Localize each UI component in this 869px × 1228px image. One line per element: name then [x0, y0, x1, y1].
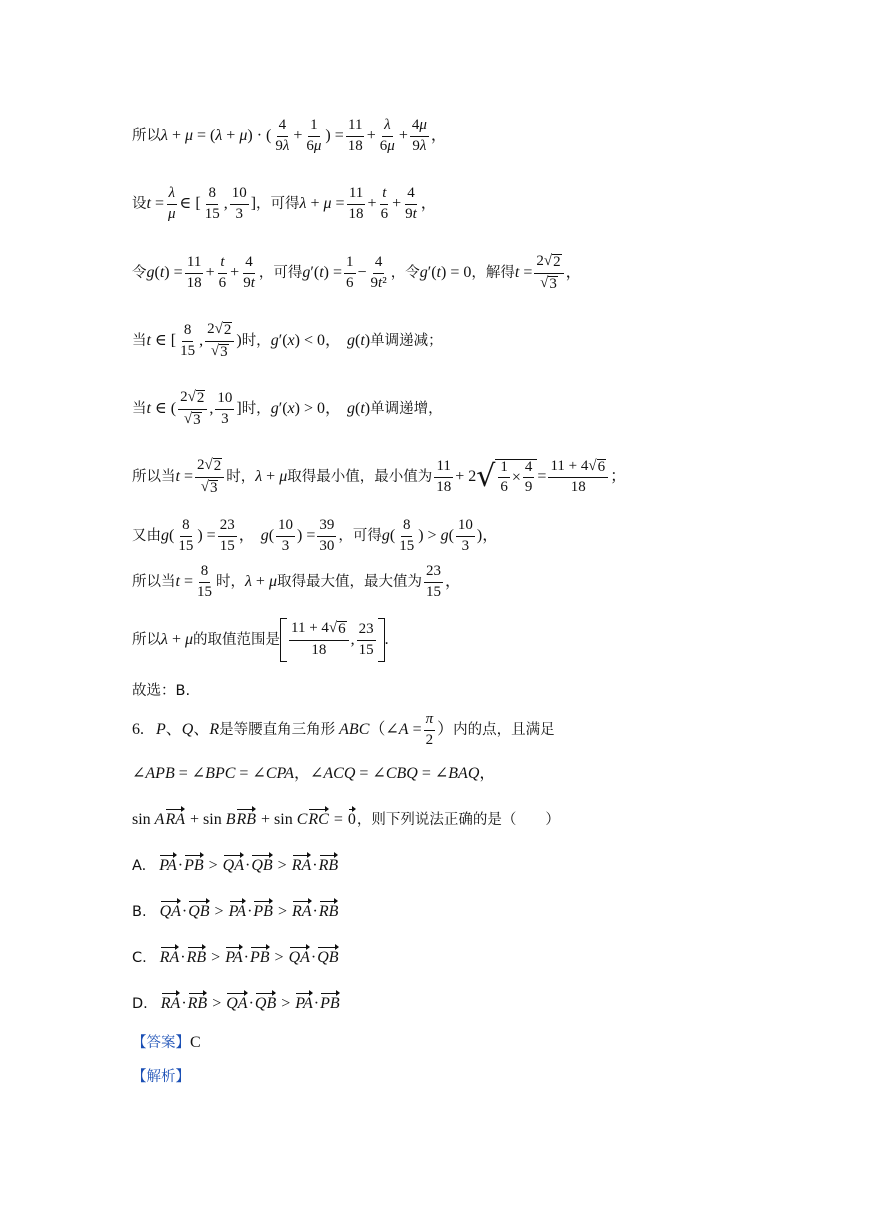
question-6-line-1: 6. P、Q、R 是等腰直角三角形 ABC （∠A = $\frac{\pi}{2}$ ） 内的点，且满足 [132, 711, 555, 748]
fraction: $\frac{4\mu}{9\lambda}$ [411, 117, 427, 154]
solution-line-9: 所以 λ + μ 的取值范围是 11 + 4 √ 6 18 , $\frac{23}{15}$ . [132, 618, 389, 662]
option-label: A. [132, 857, 147, 874]
solution-line-4: 当 t ∈ [ $\frac{8}{15}$ , 2 √ 2 √ 3 ) 时， g′(x) < 0， g(t) 单调递减； [132, 321, 443, 360]
fraction: $\frac{\lambda}{6\mu}$ [379, 117, 395, 154]
fraction: $\frac{10}{3}$ [457, 517, 473, 554]
fraction: 2 √ 2 √ 3 [195, 458, 224, 497]
text: 时， [215, 574, 245, 590]
analysis-line [132, 1070, 190, 1085]
text: 是等腰直角三角形 [219, 722, 336, 738]
fraction: $\frac{11}{18}$ [348, 185, 364, 222]
answer-value: C [190, 1034, 201, 1051]
answer-tag: 【答案】 [132, 1034, 190, 1051]
option-d[interactable]: D. RA·RB > QA·QB > PA·PB [132, 995, 340, 1012]
fraction: $\frac{11}{18}$ [186, 254, 202, 291]
text: ，可得 [256, 196, 300, 212]
fraction: $\frac{8}{15}$ [204, 185, 220, 222]
fraction: $\frac{23}{15}$ [425, 563, 441, 600]
question-6-line-2: ∠APB = ∠BPC = ∠CPA，∠ACQ = ∠CBQ = ∠BAQ， [132, 765, 496, 782]
fraction: $\frac{10}{3}$ [231, 185, 247, 222]
text: 单调递减； [370, 333, 443, 349]
fraction: 11 + 4 √ 6 18 [548, 459, 608, 497]
option-label: B. [132, 903, 147, 920]
fraction: 2 √ 2 √ 3 [205, 322, 234, 361]
fraction: $\frac{\pi}{2}$ [425, 711, 434, 748]
text: 时， [226, 469, 256, 485]
fraction: $\frac{8}{15}$ [178, 517, 194, 554]
fraction: $\frac{10}{3}$ [217, 390, 233, 427]
solution-line-1: 所以 λ + μ = (λ + μ) · ( $\frac{4}{9\lambda}$ + $\frac{1}{6\mu}$ ) = $\frac{11}{18}$ + $\frac{\lambda}{6\mu}$ + $\frac{4\mu}{9\lambda}$ ， [132, 117, 447, 154]
fraction: 2 √ 2 √ 3 [534, 254, 563, 293]
text: ，解得 [471, 265, 515, 281]
fraction: 2 √ 2 √ 3 [178, 390, 207, 429]
text: 时， [241, 401, 271, 417]
solution-line-2: 设 t = $\frac{\lambda}{\mu}$ ∈ [ $\frac{8}{15}$ , $\frac{10}{3}$ ] ，可得 λ + μ = $\frac{11}{18}$ + $\frac{t}{6}$ + $\frac{4}{9t}$ ， [132, 185, 437, 222]
text: 取得最小值，最小值为 [287, 469, 433, 485]
text: 又由 [132, 528, 161, 544]
text: 设 [132, 196, 147, 212]
fraction: $\frac{t}{6}$ [218, 254, 227, 291]
text: 当 [132, 401, 147, 417]
fraction: $\frac{4}{9t}$ [405, 185, 417, 222]
fraction: $\frac{4}{\text{9t²}}$ [370, 254, 387, 291]
fraction: $\frac{4}{9\lambda}$ [275, 117, 290, 154]
fraction: $\frac{1}{6\mu}$ [306, 117, 322, 154]
question-number: 6. [132, 721, 144, 739]
option-a[interactable]: A. PA·PB > QA·QB > RA·RB [132, 857, 339, 874]
fraction: $\frac{10}{3}$ [278, 517, 294, 554]
text: 单调递增， [370, 401, 443, 417]
text: 所以当 [132, 469, 176, 485]
text: 故选：B. [132, 683, 191, 699]
solution-line-7: 又由 g ( $\frac{8}{15}$ ) = $\frac{23}{15}$ ， g( $\frac{10}{3}$ ) = $\frac{39}{30}$ ，可得 g ( $\frac{8}{15}$ ) > g( $\frac{10}{3}$ )， [132, 517, 499, 554]
math: λ + μ = (λ + μ) · ( [161, 127, 272, 145]
option-b[interactable]: B. QA·QB > PA·PB > RA·RB [132, 903, 339, 920]
fraction: $\frac{4}{9t}$ [243, 254, 255, 291]
solution-line-5: 当 t ∈ ( 2 √ 2 √ 3 , $\frac{10}{3}$ ] 时， g′(x) > 0， g(t) 单调递增， [132, 389, 443, 428]
text: ，可得 [258, 265, 303, 281]
text: 取得最大值，最大值为 [276, 574, 422, 590]
solution-line-8: 所以当 t = $\frac{8}{15}$ 时， λ + μ 取得最大值，最大值为 $\frac{23}{15}$ ， [132, 563, 461, 600]
answer-line [132, 1035, 201, 1051]
text: 令 [132, 265, 147, 281]
text: 内的点，且满足 [453, 722, 555, 738]
option-c[interactable]: C. RA·RB > PA·PB > QA·QB [132, 949, 339, 966]
text: 所以当 [132, 574, 176, 590]
analysis-tag: 【解析】 [132, 1069, 190, 1085]
text: ，令 [390, 265, 420, 281]
fraction: $\frac{39}{30}$ [319, 517, 335, 554]
fraction: $\frac{23}{15}$ [219, 517, 235, 554]
question-6-line-3: sin ARA + sin BRB + sin CRC = 0 ，则下列说法正确的是（ ） [132, 811, 560, 828]
text: 的取值范围是 [193, 631, 280, 648]
interval: 11 + 4 √ 6 18 , $\frac{23}{15}$ [280, 618, 385, 662]
fraction: $\frac{\lambda}{\mu}$ [167, 185, 176, 222]
fraction: $\frac{1}{6}$ [346, 254, 354, 291]
fraction: $\frac{8}{15}$ [180, 322, 196, 359]
fraction: $\frac{t}{6}$ [380, 185, 389, 222]
text: 时， [241, 333, 271, 349]
fraction: $\frac{8}{15}$ [399, 517, 415, 554]
text: 所以 [132, 631, 161, 648]
solution-line-3: 令 g(t) = $\frac{11}{18}$ + $\frac{t}{6}$ + $\frac{4}{9t}$ ，可得 g′(t) = $\frac{1}{6}$ − $\frac{4}{\text{9t²}}$ ，令 g′(t) = 0 ，解得 t = 2 √ 2 √ 3 ， [132, 253, 582, 292]
solution-line-6: 所以当 t = 2 √ 2 √ 3 时， λ + μ 取得最小值，最小值为 $\frac{11}{18}$ + 2 √ $\frac{1}{6}$ × $\frac{4}{9}$ = 11 + 4 √ 6 18 ； [132, 457, 627, 496]
text: ，则下列说法正确的是（ ） [356, 811, 560, 828]
solution-conclusion [132, 684, 190, 699]
fraction: $\frac{8}{15}$ [196, 563, 212, 600]
option-label: D. [132, 995, 148, 1012]
fraction: $\frac{11}{18}$ [347, 117, 363, 154]
text: 当 [132, 333, 147, 349]
text: ，可得 [338, 528, 382, 544]
text: 所以 [132, 128, 161, 144]
fraction: $\frac{11}{18}$ [436, 458, 452, 495]
option-label: C. [132, 949, 147, 966]
